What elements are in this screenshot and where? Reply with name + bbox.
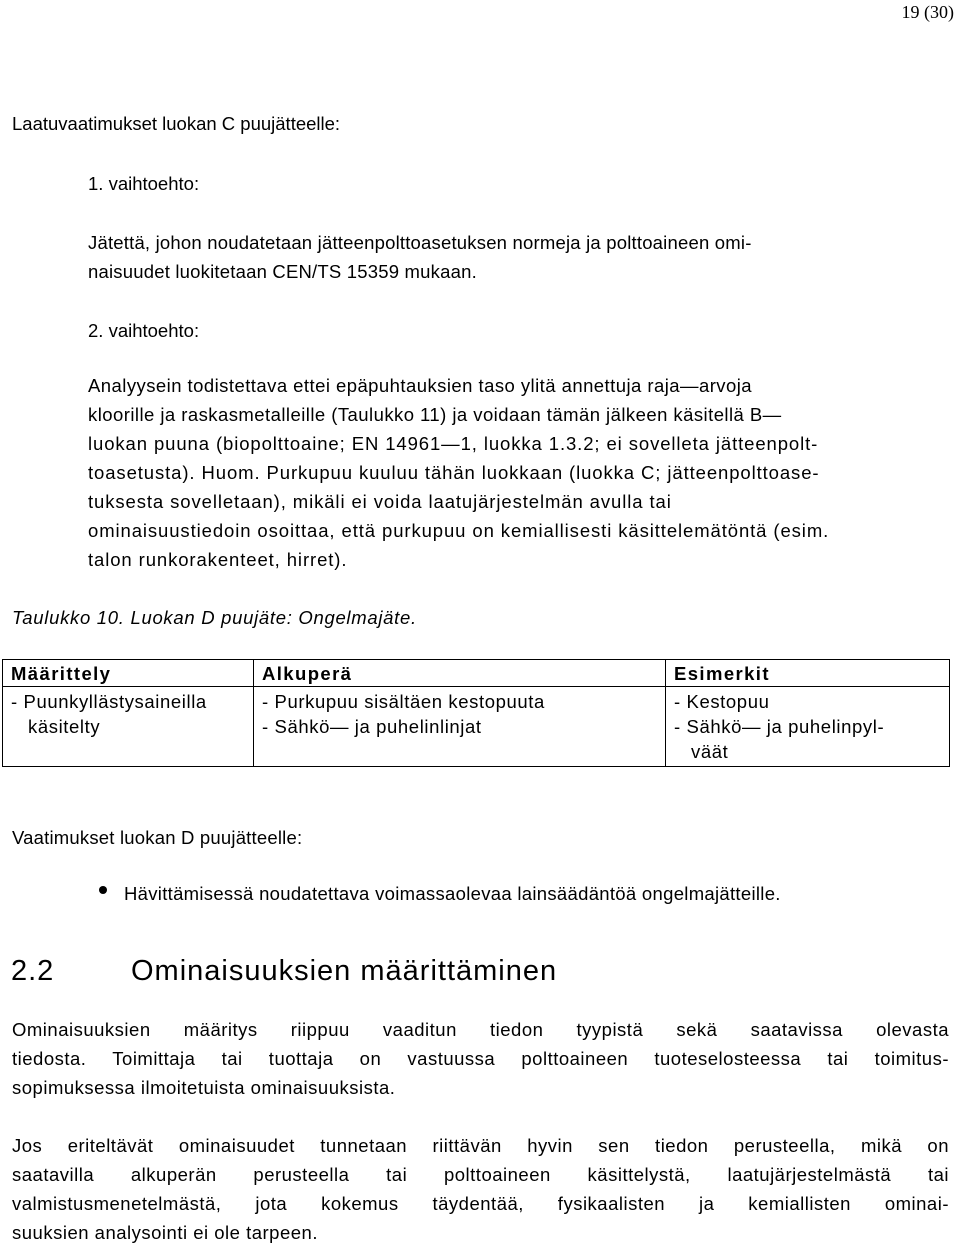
- d-class-bullet: Hävittämisessä noudatettava voimassaolevaa lainsäädäntöä ongelmajätteille.: [124, 883, 781, 904]
- option1-text: [88, 228, 752, 286]
- table-row: [3, 687, 950, 767]
- text-line: Analyysein todistettava ettei epäpuhtauksien taso ylitä annettuja raja—arvoja: [88, 375, 753, 396]
- table-header-row: [3, 660, 950, 687]
- bullet-icon: [99, 886, 107, 894]
- cell-line: käsitelty: [28, 716, 101, 737]
- cell-line: - Puunkyllästysaineilla: [11, 691, 207, 712]
- option2-label: 2. vaihtoehto:: [88, 320, 200, 341]
- text-line: Jätettä, johon noudatetaan jätteenpolttoasetuksen normeja ja polttoaineen omi-: [88, 232, 752, 253]
- table-cell-origin: [254, 687, 666, 767]
- cell-line: - Sähkö— ja puhelinpyl-: [674, 716, 885, 737]
- option2-text: [88, 371, 829, 574]
- text-line: toasetusta). Huom. Purkupuu kuuluu tähän luokkaan (luokka C; jätteenpolttoase-: [88, 462, 820, 483]
- c-class-title: Laatuvaatimukset luokan C puujätteelle:: [12, 113, 341, 134]
- section-heading: [11, 955, 557, 988]
- column-header: Alkuperä: [254, 660, 666, 687]
- text-line: talon runkorakenteet, hirret).: [88, 549, 348, 570]
- classification-table: [2, 659, 950, 767]
- text-line: luokan puuna (biopolttoaine; EN 14961—1, luokka 1.3.2; ei sovelleta jätteenpolt-: [88, 433, 819, 454]
- column-header: Määrittely: [3, 660, 254, 687]
- section-paragraph-2: [12, 1131, 949, 1247]
- d-class-title: Vaatimukset luokan D puujätteelle:: [12, 827, 303, 848]
- page-number: 19 (30): [901, 2, 954, 22]
- table-cell-definition: [3, 687, 254, 767]
- text-line: suuksien analysointi ei ole tarpeen.: [12, 1222, 318, 1243]
- column-header: Esimerkit: [666, 660, 950, 687]
- text-line: kloorille ja raskasmetalleille (Taulukko 11) ja voidaan tämän jälkeen käsitellä B—: [88, 404, 782, 425]
- text-line: tiedosta. Toimittaja tai tuottaja on vastuussa polttoaineen tuoteselosteessa tai toimitus-: [12, 1048, 949, 1069]
- section-title: Ominaisuuksien määrittäminen: [131, 955, 558, 987]
- section-number: 2.2: [11, 955, 55, 987]
- table-cell-examples: [666, 687, 950, 767]
- text-line: Ominaisuuksien määritys riippuu vaaditun tiedon tyypistä sekä saatavissa olevasta: [12, 1019, 949, 1040]
- text-line: naisuudet luokitetaan CEN/TS 15359 mukaan.: [88, 261, 477, 282]
- table-caption: Taulukko 10. Luokan D puujäte: Ongelmajäte.: [12, 607, 417, 628]
- cell-line: - Sähkö— ja puhelinlinjat: [262, 716, 482, 737]
- option1-label: 1. vaihtoehto:: [88, 173, 200, 194]
- text-line: tuksesta sovelletaan), mikäli ei voida laatujärjestelmän avulla tai: [88, 491, 672, 512]
- text-line: Jos eriteltävät ominaisuudet tunnetaan riittävän hyvin sen tiedon perusteella, mikä on: [12, 1135, 949, 1156]
- text-line: valmistusmenetelmästä, jota kokemus täydentää, fysikaalisten ja kemiallisten ominai-: [12, 1193, 949, 1214]
- text-line: saatavilla alkuperän perusteella tai polttoaineen käsittelystä, laatujärjestelmästä tai: [12, 1164, 949, 1185]
- cell-line: väät: [691, 741, 729, 762]
- cell-line: - Purkupuu sisältäen kestopuuta: [262, 691, 545, 712]
- section-paragraph-1: [12, 1015, 949, 1102]
- text-line: ominaisuustiedoin osoittaa, että purkupuu on kemiallisesti käsittelemätöntä (esim.: [88, 520, 830, 541]
- text-line: sopimuksessa ilmoitetuista ominaisuuksista.: [12, 1077, 396, 1098]
- cell-line: - Kestopuu: [674, 691, 770, 712]
